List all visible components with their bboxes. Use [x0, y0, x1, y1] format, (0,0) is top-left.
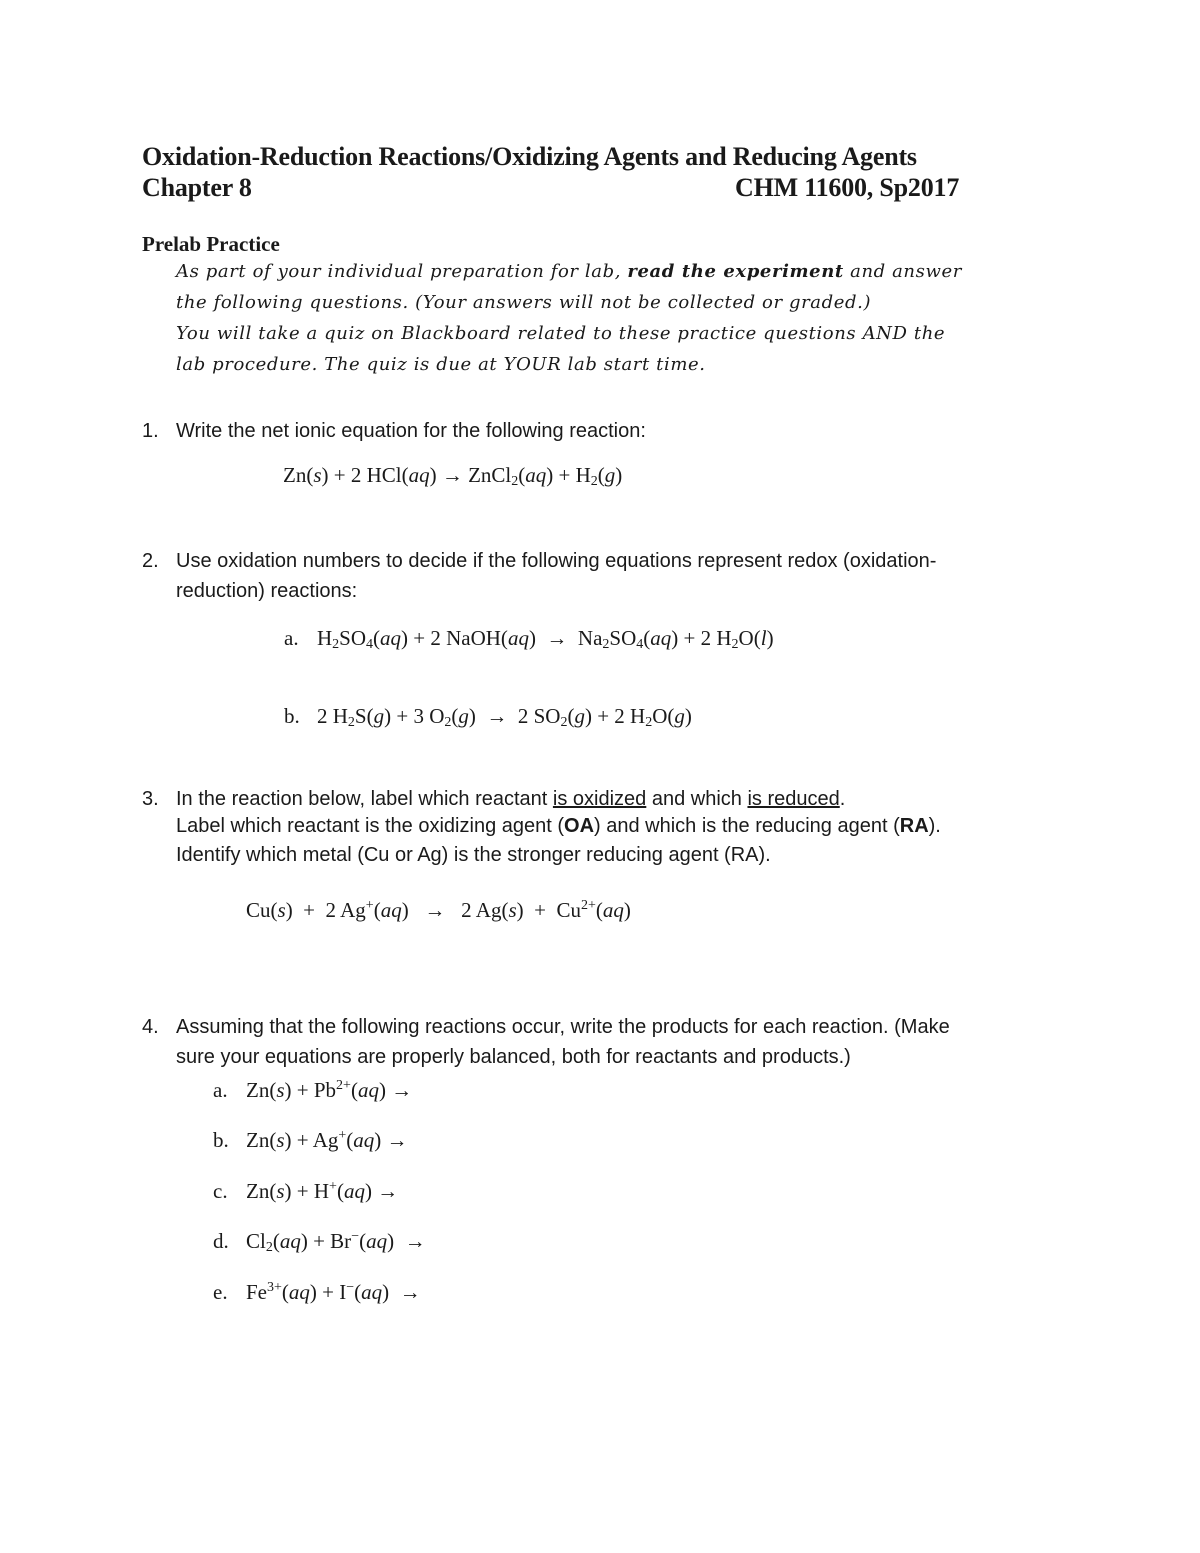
question-4a-equation: $Zn(s) + Pb^{2+}(aq)$ →: [246, 1078, 413, 1102]
question-3-line-3: Identify which metal (Cu or Ag) is the stronger reducing agent (RA).: [176, 844, 771, 866]
question-2-line-2: reduction) reactions:: [176, 580, 358, 602]
question-2a-equation: $H_2SO_4(aq) + 2$ NaOH(aq) → $Na_2SO_4(aq) + 2$ $H_2O(l)$: [317, 626, 774, 652]
question-number: 1.: [142, 420, 159, 442]
prelab-heading: Prelab Practice: [142, 232, 280, 256]
part-label: c.: [213, 1179, 228, 1203]
question-2-line-1: Use oxidation numbers to decide if the following equations represent redox (oxidation-: [176, 550, 937, 572]
course-label: CHM 11600, Sp2017: [735, 173, 960, 202]
part-label: b.: [213, 1128, 229, 1152]
question-4-line-1: Assuming that the following reactions occur, write the products for each reaction. (Make: [176, 1016, 950, 1038]
question-2b-equation: 2 $H_2S(g) + 3$ $O_2(g) \to 2$ $SO_2(g) + 2$ $H_2O(g)$: [317, 704, 692, 730]
question-1-text: Write the net ionic equation for the following reaction:: [176, 420, 646, 442]
part-label: a.: [284, 626, 299, 650]
question-number: 3.: [142, 788, 159, 810]
part-label: d.: [213, 1229, 229, 1253]
question-4-line-2: sure your equations are properly balanced, both for reactants and products.): [176, 1046, 851, 1068]
question-1-equation: Zn(s) + 2 HCl(aq) → ZnCl$_2$(aq) + $H_2(g)$: [283, 463, 623, 489]
question-4e-equation: $Fe^{3+}(aq) + I^-(aq)$ →: [246, 1280, 421, 1304]
question-3-line-2: Label which reactant is the oxidizing agent (OA) and which is the reducing agent (RA).: [176, 815, 941, 837]
document-title: Oxidation-Reduction Reactions/Oxidizing Agents and Reducing Agents: [142, 142, 917, 171]
part-label: b.: [284, 704, 300, 728]
question-4d-equation: $Cl_2(aq) + Br^-(aq)$ →: [246, 1229, 426, 1255]
question-number: 2.: [142, 550, 159, 572]
part-label: e.: [213, 1280, 228, 1304]
prelab-line-3: You will take a quiz on Blackboard related to these practice questions AND the: [176, 323, 946, 344]
question-3-line-1: In the reaction below, label which reactant is oxidized and which is reduced.: [176, 788, 846, 810]
prelab-line-2: the following questions. (Your answers will not be collected or graded.): [176, 292, 872, 313]
question-number: 4.: [142, 1016, 159, 1038]
question-4b-equation: Zn(s) + Ag+(aq) →: [246, 1128, 408, 1152]
prelab-line-4: lab procedure. The quiz is due at YOUR lab start time.: [176, 354, 706, 375]
question-4c-equation: Zn(s) + H+(aq) →: [246, 1179, 399, 1203]
prelab-line-1: As part of your individual preparation for lab, read the experiment and answer: [176, 261, 962, 282]
part-label: a.: [213, 1078, 228, 1102]
question-3-equation: Cu(s) + 2 Ag+(aq) → 2 $Ag(s) + Cu^{2+}(aq)$: [246, 898, 631, 922]
chapter-label: Chapter 8: [142, 173, 252, 202]
